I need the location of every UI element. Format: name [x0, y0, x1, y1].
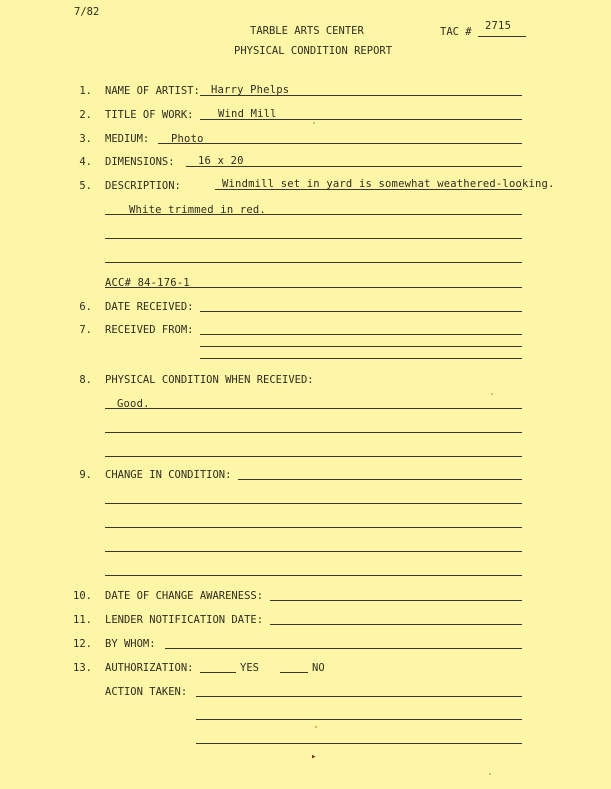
item-number-7: 7. — [79, 324, 92, 336]
condition-line-1 — [105, 408, 522, 409]
item-number-6: 6. — [79, 301, 92, 313]
tac-label: TAC # — [440, 26, 472, 38]
item-number-2: 2. — [79, 109, 92, 121]
authorization-yes-label: YES — [240, 662, 259, 674]
description-line-3 — [105, 238, 522, 239]
by-whom-label: BY WHOM: — [105, 638, 156, 650]
received-from-line-3 — [200, 358, 522, 359]
org-name: TARBLE ARTS CENTER — [250, 25, 364, 37]
lender-notification-label: LENDER NOTIFICATION DATE: — [105, 614, 264, 626]
authorization-no-line — [280, 672, 308, 673]
artist-value: Harry Phelps — [211, 84, 290, 96]
artist-label: NAME OF ARTIST: — [105, 85, 200, 97]
dimensions-label: DIMENSIONS: — [105, 156, 175, 168]
acc-number: ACC# 84-176-1 — [105, 277, 190, 289]
description-line-4 — [105, 262, 522, 263]
condition-received-value: Good. — [117, 398, 150, 410]
item-number-9: 9. — [79, 469, 92, 481]
change-awareness-line — [270, 600, 522, 601]
description-label: DESCRIPTION: — [105, 180, 181, 192]
stray-mark-icon: ▸ — [311, 752, 317, 762]
paper-speck — [489, 773, 491, 775]
lender-notification-line — [270, 624, 522, 625]
item-number-3: 3. — [79, 133, 92, 145]
condition-received-label: PHYSICAL CONDITION WHEN RECEIVED: — [105, 374, 314, 386]
acc-line — [105, 287, 522, 288]
change-condition-line-3 — [105, 527, 522, 528]
change-awareness-label: DATE OF CHANGE AWARENESS: — [105, 590, 264, 602]
received-from-line-1 — [200, 334, 522, 335]
authorization-yes-line — [200, 672, 236, 673]
paper-speck — [315, 726, 317, 728]
action-taken-line-1 — [196, 696, 522, 697]
date-received-label: DATE RECEIVED: — [105, 301, 194, 313]
date-received-line — [200, 311, 522, 312]
action-taken-line-3 — [196, 743, 522, 744]
item-number-4: 4. — [79, 156, 92, 168]
artist-line — [200, 95, 522, 96]
dimensions-value: 16 x 20 — [198, 155, 244, 167]
change-condition-label: CHANGE IN CONDITION: — [105, 469, 232, 481]
by-whom-line — [165, 648, 522, 649]
title-value: Wind Mill — [218, 108, 277, 120]
title-line — [200, 119, 522, 120]
medium-label: MEDIUM: — [105, 133, 150, 145]
tac-number: 2715 — [485, 20, 512, 32]
item-number-13: 13. — [73, 662, 92, 674]
item-number-5: 5. — [79, 180, 92, 192]
authorization-label: AUTHORIZATION: — [105, 662, 194, 674]
change-condition-line-1 — [238, 479, 522, 480]
item-number-8: 8. — [79, 374, 92, 386]
change-condition-line-2 — [105, 503, 522, 504]
change-condition-line-4 — [105, 551, 522, 552]
form-date-code: 7/82 — [74, 6, 100, 18]
description-line-1 — [215, 189, 522, 190]
description-continuation: White trimmed in red. — [129, 204, 266, 216]
item-number-12: 12. — [73, 638, 92, 650]
medium-line — [158, 143, 522, 144]
change-condition-line-5 — [105, 575, 522, 576]
dimensions-line — [186, 166, 522, 167]
description-line-2 — [105, 214, 522, 215]
tac-number-line — [478, 36, 526, 37]
action-taken-label: ACTION TAKEN: — [105, 686, 188, 698]
medium-value: Photo — [171, 133, 204, 145]
item-number-11: 11. — [73, 614, 92, 626]
page-title: PHYSICAL CONDITION REPORT — [234, 45, 393, 57]
action-taken-line-2 — [196, 719, 522, 720]
item-number-10: 10. — [73, 590, 92, 602]
received-from-line-2 — [200, 346, 522, 347]
received-from-label: RECEIVED FROM: — [105, 324, 194, 336]
condition-line-2 — [105, 432, 522, 433]
paper-speck — [491, 393, 493, 395]
title-label: TITLE OF WORK: — [105, 109, 194, 121]
item-number-1: 1. — [79, 85, 92, 97]
condition-line-3 — [105, 456, 522, 457]
description-value: Windmill set in yard is somewhat weathered-looking. — [222, 178, 555, 190]
paper-speck — [313, 122, 315, 124]
authorization-no-label: NO — [312, 662, 325, 674]
